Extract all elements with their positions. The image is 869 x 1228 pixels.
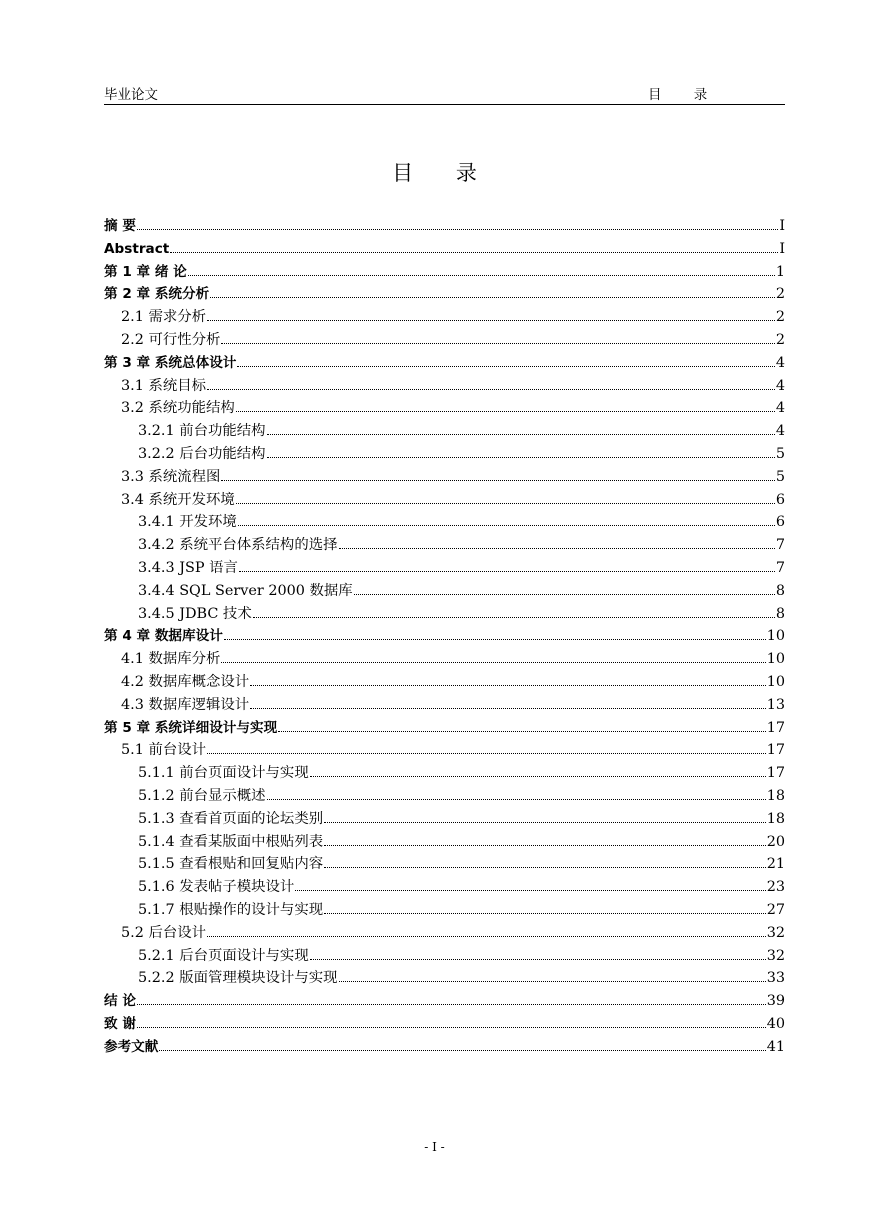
toc-entry[interactable] <box>104 466 785 489</box>
toc-entry-label: 5.1 前台设计 <box>121 742 207 759</box>
header-right-text: 目 录 <box>648 87 722 103</box>
toc-entry[interactable] <box>104 238 785 261</box>
toc-entry[interactable] <box>104 739 785 762</box>
toc-entry-label: 3.2.1 前台功能结构 <box>138 423 266 440</box>
toc-dot-leader <box>267 423 775 435</box>
toc-entry-label: 4.2 数据库概念设计 <box>121 673 250 690</box>
toc-entry-label: 致 谢 <box>104 1015 136 1032</box>
toc-entry[interactable] <box>104 876 785 899</box>
toc-entry-label: 第 3 章 系统总体设计 <box>104 354 237 371</box>
toc-dot-leader <box>221 332 774 344</box>
toc-entry[interactable] <box>104 261 785 284</box>
toc-dot-leader <box>324 811 766 823</box>
toc-dot-leader <box>324 834 766 846</box>
toc-entry-label: 3.4.2 系统平台体系结构的选择 <box>138 537 338 554</box>
toc-entry[interactable] <box>104 717 785 740</box>
toc-entry-page: 23 <box>766 879 785 896</box>
toc-entry-page: 4 <box>775 354 785 371</box>
toc-entry-label: 5.1.6 发表帖子模块设计 <box>138 879 295 896</box>
toc-dot-leader <box>295 879 765 891</box>
toc-dot-leader <box>339 537 775 549</box>
toc-entry-label: 第 1 章 绪 论 <box>104 263 187 280</box>
toc-entry-page: 2 <box>775 286 785 303</box>
toc-dot-leader <box>237 355 774 367</box>
toc-dot-leader <box>210 286 775 298</box>
toc-dot-leader <box>236 400 775 412</box>
toc-entry-page: 40 <box>766 1015 785 1032</box>
toc-dot-leader <box>354 583 775 595</box>
toc-entry-label: 5.1.3 查看首页面的论坛类别 <box>138 810 324 827</box>
toc-entry-label: 5.2.2 版面管理模块设计与实现 <box>138 970 338 987</box>
toc-entry-label: 5.1.7 根贴操作的设计与实现 <box>138 901 324 918</box>
toc-entry[interactable] <box>104 922 785 945</box>
toc-entry[interactable] <box>104 283 785 306</box>
toc-dot-leader <box>159 1039 765 1051</box>
toc-entry-page: 10 <box>766 673 785 690</box>
toc-entry[interactable] <box>104 785 785 808</box>
toc-dot-leader <box>324 902 766 914</box>
toc-entry-label: 4.3 数据库逻辑设计 <box>121 696 250 713</box>
toc-dot-leader <box>137 1016 766 1028</box>
toc-dot-leader <box>250 697 765 709</box>
toc-entry-page: 20 <box>766 833 785 850</box>
toc-entry-page: 7 <box>775 537 785 554</box>
toc-entry[interactable] <box>104 397 785 420</box>
toc-entry-label: 3.4.4 SQL Server 2000 数据库 <box>138 582 353 599</box>
toc-entry-page: 32 <box>766 924 785 941</box>
toc-entry[interactable] <box>104 899 785 922</box>
toc-entry[interactable] <box>104 375 785 398</box>
toc-entry-page: 6 <box>775 491 785 508</box>
toc-dot-leader <box>188 264 775 276</box>
toc-entry-label: 5.1.4 查看某版面中根贴列表 <box>138 833 324 850</box>
toc-dot-leader <box>221 469 774 481</box>
toc-dot-leader <box>236 492 775 504</box>
toc-entry[interactable] <box>104 1013 785 1036</box>
toc-entry-page: 8 <box>775 605 785 622</box>
toc-entry[interactable] <box>104 990 785 1013</box>
toc-entry-label: 3.1 系统目标 <box>121 377 207 394</box>
toc-dot-leader <box>310 765 766 777</box>
toc-entry-page: 1 <box>775 263 785 280</box>
toc-entry-page: 27 <box>766 901 785 918</box>
toc-dot-leader <box>267 788 766 800</box>
toc-entry[interactable] <box>104 808 785 831</box>
toc-dot-leader <box>253 606 775 618</box>
toc-entry-page: 41 <box>766 1038 785 1055</box>
toc-entry[interactable] <box>104 967 785 990</box>
toc-entry[interactable] <box>104 534 785 557</box>
toc-entry-page: 4 <box>775 400 785 417</box>
toc-dot-leader <box>207 309 775 321</box>
toc-entry[interactable] <box>104 1036 785 1059</box>
toc-dot-leader <box>207 742 766 754</box>
table-of-contents <box>104 215 785 1058</box>
toc-entry-page: 10 <box>766 628 785 645</box>
toc-entry-label: 第 5 章 系统详细设计与实现 <box>104 719 278 736</box>
header-left-text: 毕业论文 <box>104 87 158 103</box>
toc-entry[interactable] <box>104 306 785 329</box>
toc-entry-label: 3.4 系统开发环境 <box>121 491 235 508</box>
toc-dot-leader <box>324 856 766 868</box>
toc-entry[interactable] <box>104 648 785 671</box>
toc-entry-label: Abstract <box>104 240 170 257</box>
toc-entry[interactable] <box>104 671 785 694</box>
toc-entry-page: 4 <box>775 377 785 394</box>
toc-entry-label: 第 2 章 系统分析 <box>104 286 210 303</box>
toc-entry-label: 摘 要 <box>104 218 136 234</box>
toc-entry[interactable] <box>104 329 785 352</box>
toc-entry-page: 5 <box>775 445 785 462</box>
toc-entry[interactable] <box>104 443 785 466</box>
toc-entry-page: 5 <box>775 468 785 485</box>
toc-entry-page: 4 <box>775 423 785 440</box>
page-number: - I - <box>424 1140 445 1154</box>
toc-entry-page: 2 <box>775 309 785 326</box>
toc-entry-label: 4.1 数据库分析 <box>121 651 221 668</box>
toc-entry-page: 13 <box>766 696 785 713</box>
toc-entry[interactable] <box>104 831 785 854</box>
toc-entry-label: 第 4 章 数据库设计 <box>104 628 223 645</box>
toc-entry[interactable] <box>104 489 785 512</box>
toc-dot-leader <box>267 446 775 458</box>
toc-dot-leader <box>170 241 778 253</box>
toc-entry[interactable] <box>104 762 785 785</box>
toc-entry-page: 17 <box>766 742 785 759</box>
toc-entry-page: 18 <box>766 810 785 827</box>
toc-entry-page: I <box>779 240 785 257</box>
toc-entry-label: 5.2.1 后台页面设计与实现 <box>138 947 309 964</box>
toc-dot-leader <box>310 948 766 960</box>
toc-dot-leader <box>221 651 765 663</box>
toc-entry-page: 2 <box>775 331 785 348</box>
toc-entry-page: 17 <box>766 765 785 782</box>
toc-entry[interactable] <box>104 603 785 626</box>
toc-entry-label: 3.2.2 后台功能结构 <box>138 445 266 462</box>
page-header <box>104 80 785 105</box>
toc-entry-label: 5.2 后台设计 <box>121 924 207 941</box>
toc-entry-label: 5.1.1 前台页面设计与实现 <box>138 765 309 782</box>
toc-dot-leader <box>339 970 766 982</box>
toc-entry-page: 17 <box>766 719 785 736</box>
toc-entry-label: 5.1.5 查看根贴和回复贴内容 <box>138 856 324 873</box>
toc-entry-page: 33 <box>766 970 785 987</box>
toc-entry[interactable] <box>104 694 785 717</box>
toc-entry-label: 2.2 可行性分析 <box>121 331 221 348</box>
toc-dot-leader <box>238 514 775 526</box>
toc-dot-leader <box>239 560 775 572</box>
toc-entry-page: 39 <box>766 993 785 1010</box>
toc-entry-label: 参考文献 <box>104 1038 159 1055</box>
toc-entry[interactable] <box>104 352 785 375</box>
toc-dot-leader <box>278 720 766 732</box>
toc-dot-leader <box>207 925 766 937</box>
toc-entry-label: 3.2 系统功能结构 <box>121 400 235 417</box>
toc-entry[interactable] <box>104 420 785 443</box>
toc-entry-page: 8 <box>775 582 785 599</box>
toc-entry[interactable] <box>104 557 785 580</box>
toc-entry-label: 5.1.2 前台显示概述 <box>138 787 266 804</box>
toc-entry-page: I <box>779 218 785 234</box>
toc-dot-leader <box>250 674 765 686</box>
toc-entry-page: 10 <box>766 651 785 668</box>
toc-dot-leader <box>137 218 778 230</box>
toc-dot-leader <box>137 993 766 1005</box>
toc-entry-label: 3.4.5 JDBC 技术 <box>138 605 252 622</box>
toc-entry[interactable] <box>104 511 785 534</box>
toc-entry-label: 3.4.1 开发环境 <box>138 514 237 531</box>
toc-entry-label: 3.3 系统流程图 <box>121 468 221 485</box>
toc-entry[interactable] <box>104 215 785 238</box>
toc-dot-leader <box>207 378 775 390</box>
toc-entry-page: 7 <box>775 559 785 576</box>
toc-entry-label: 2.1 需求分析 <box>121 309 207 326</box>
toc-entry-page: 6 <box>775 514 785 531</box>
toc-entry-page: 18 <box>766 787 785 804</box>
toc-entry-label: 结 论 <box>104 993 136 1010</box>
toc-entry[interactable] <box>104 625 785 648</box>
toc-entry[interactable] <box>104 580 785 603</box>
toc-entry[interactable] <box>104 853 785 876</box>
toc-entry-label: 3.4.3 JSP 语言 <box>138 559 238 576</box>
toc-entry[interactable] <box>104 945 785 968</box>
page-title: 目 录 <box>392 161 495 185</box>
toc-entry-page: 32 <box>766 947 785 964</box>
toc-dot-leader <box>224 628 766 640</box>
toc-entry-page: 21 <box>766 856 785 873</box>
